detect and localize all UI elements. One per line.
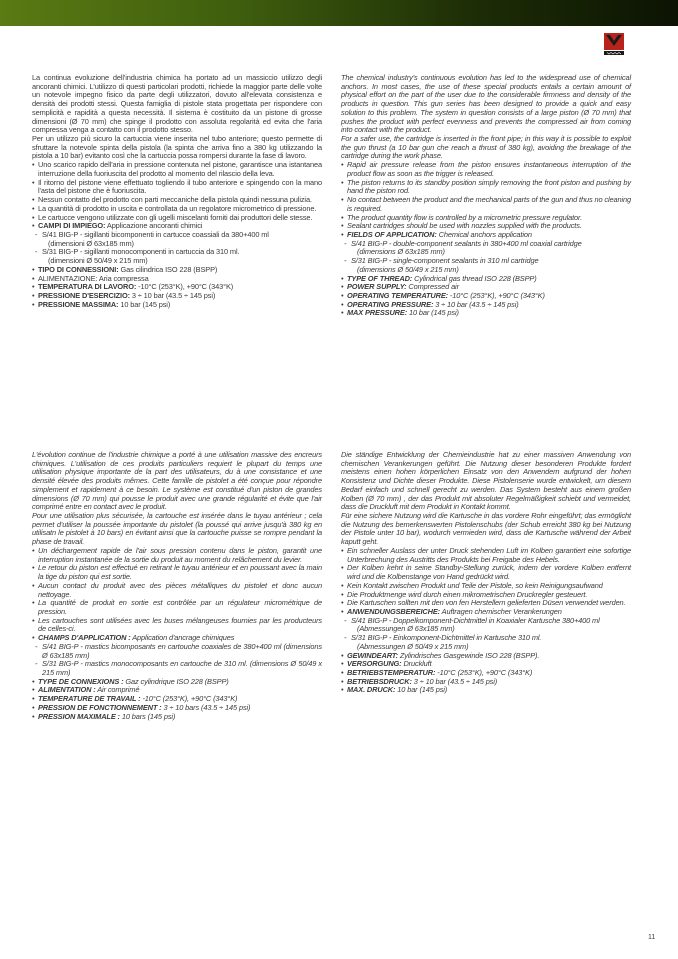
spec-label: PRESSIONE D'ESERCIZIO: <box>38 290 130 300</box>
list-item: • Les cartouches sont utilisées avec les buses mélangeuses fournies par les producteurs de celles-ci. <box>32 617 322 634</box>
spec-dimension: (Abmessungen Ø 63x185 mm) <box>357 624 455 634</box>
italian-section <box>32 74 322 309</box>
paragraph: Per un utilizzo più sicuro la cartuccia viene inserita nel tubo anteriore; questo permette di sfruttare la notevole spinta della pistola (la spinta che arriva fino a 380 kg utilizzando la pistola a 10 bar) evitanto così che la cartuccia possa rompersi durante la fase di lavoro. <box>32 134 322 161</box>
spec-label: TIPO DI CONNESSIONI: <box>38 264 119 274</box>
list-item: • The piston returns to its standby position simply removing the front piston and pushing by hand the piston rod. <box>341 179 631 196</box>
spec-label: BETRIEBSDRUCK: <box>347 676 412 686</box>
spec-value: -10°C (253°K), +90°C (343°K) <box>136 282 234 292</box>
spec-model: - S/41 BIG-P - Doppelkomponent-Dichtmittel in Koaxialer Kartusche 380+400 ml <box>341 617 631 626</box>
paragraph: The chemical industry's continuous evolution has led to the widespread use of chemical anchors. In most cases, the use of these special products entails a certain amount of physical effort on the part of the user due to the considerable firmness and density of the products in question. This gun series has been designed to provide a quick and easy solution to this problem. The system in question consists of a large piston (Ø 70 mm) that pushes the product with perfect evenness and prevents the compressed air from coming into contact with the product. <box>341 73 631 135</box>
feature-list <box>32 547 322 721</box>
spec-max-pressure <box>341 686 631 695</box>
spec-label: OPERATING TEMPERATURE: <box>347 290 448 300</box>
spec-dimension: (dimensioni Ø 63x185 mm) <box>48 238 134 248</box>
spec-supply: • ALIMENTAZIONE: Aria compressa <box>32 275 322 284</box>
feature-list <box>341 547 631 695</box>
spec-dimension: (dimensioni Ø 50/49 x 215 mm) <box>48 256 148 266</box>
paragraph: L'évolution continue de l'industrie chimique a porté à une utilisation massive des encreurs chimiques. L'utilisation de ces produits particuliers requiert le plupart du temps une utilisation physique importante de la part des utilisateurs, du à une consistance et une densité élevée des produits mêmes. Cette famille de pistolet a été conçue pour répondre simplement et rapidement à ce besoin. Le système est constitué d'un piston de grandes dimensions (Ø 70 mm) qui pousse le produit avec une grande régularité et évite que l'air comprimé entre en contact avec le produit. <box>32 450 322 512</box>
list-item: • Der Kolben kehrt in seine Standby-Stellung zurück, indem der vordere Kolben entfernt wird und die Kolbenstange von Hand gedrückt wird. <box>341 564 631 581</box>
spec-label: BETRIEBSTEMPERATUR: <box>347 667 436 677</box>
list-item: • Rapid air pressure release from the piston ensures instantaneous interruption of the product flow as soon as the trigger is released. <box>341 161 631 178</box>
spec-label: TEMPERATURE DE TRAVAIL : <box>38 694 141 704</box>
spec-value: 10 bar (145 psi) <box>407 308 459 318</box>
spec-label: CHAMPS D'APPLICATION : <box>38 633 131 643</box>
spec-model: - S/31 BIG-P - single-component sealants in 310 ml cartridge <box>341 257 631 266</box>
spec-label: PRESSIONE MASSIMA: <box>38 299 119 309</box>
spec-dimension: (Abmessungen Ø 50/49 x 215 mm) <box>357 641 469 651</box>
spec-value: 3 ÷ 10 bars (43.5 ÷ 145 psi) <box>161 702 251 712</box>
spec-label: FIELDS OF APPLICATION: <box>347 229 437 239</box>
spec-value: Gas cilindrica ISO 228 (BSPP) <box>118 264 218 274</box>
spec-value: Chemical anchors application <box>436 229 532 239</box>
list-item: • Kein Kontakt zwischen Produkt und Teile der Pistole, so kein Reinigungsaufwand <box>341 582 631 591</box>
list-item: • Uno scarico rapido dell'aria in pressione contenuta nel pistone, garantisce una istantanea interruzione della fuoriuscita del prodotto al momento del rilascio della leva. <box>32 161 322 178</box>
spec-dimension: (dimensions Ø 50/49 x 215 mm) <box>357 264 459 274</box>
list-item: • Sealant cartridges should be used with nozzles supplied with the products. <box>341 222 631 231</box>
spec-value: Application d'ancrage chimiques <box>130 633 235 643</box>
spec-value: 10 bar (145 psi) <box>118 299 171 309</box>
spec-label: OPERATING PRESSURE: <box>347 299 434 309</box>
spec-model: - S/41 BIG-P - mastics bicomposants en cartouche coaxiales de 380+400 ml (dimensions Ø 63x185 mm) <box>32 643 322 660</box>
spec-value: Compressed air <box>406 282 459 292</box>
list-item: • Die Produktmenge wird durch einen mikrometrischen Druckregler gesteuert. <box>341 591 631 600</box>
feature-list <box>32 161 322 309</box>
spec-label: TEMPERATURA DI LAVORO: <box>38 282 137 292</box>
spec-model: - S/41 BIG-P - sigillanti bicomponenti in cartucce coassiali da 380+400 ml <box>32 231 322 240</box>
header-band <box>0 0 678 26</box>
brand-logo-icon <box>602 30 626 58</box>
spec-label: MAX. DRUCK: <box>347 685 396 695</box>
spec-value: Air comprimé <box>95 685 140 695</box>
page-number: 11 <box>648 934 656 941</box>
list-item: • The product quantity flow is controlled by a micrometric pressure regulator. <box>341 214 631 223</box>
spec-value: 3 ÷ 10 bar (43.5 ÷ 145 psi) <box>411 676 498 686</box>
spec-max-pressure <box>341 309 631 318</box>
list-item: • Le cartucce vengono utilizzate con gli ugelli miscelanti forniti dai produttori delle stesse. <box>32 214 322 223</box>
spec-model: - S/31 BIG-P - mastics monocomposants en cartouche de 310 ml. (dimensions Ø 50/49 x 215 mm) <box>32 660 322 677</box>
spec-value: -10°C (253°K), +90°C (343°K) <box>435 667 533 677</box>
list-item: • Aucun contact du produit avec des pièces métalliques du pistolet et donc aucun nettoyage. <box>32 582 322 599</box>
spec-value: Auftragen chemischer Verankerungen <box>439 606 562 616</box>
english-section <box>341 74 631 318</box>
german-section <box>341 451 631 695</box>
spec-value: 3 ÷ 10 bar (43.5 ÷ 145 psi) <box>433 299 519 309</box>
list-item: • Nessun contatto del prodotto con parti meccaniche della pistola quindi nessuna pulizia. <box>32 196 322 205</box>
spec-label: PRESSION MAXIMALE : <box>38 711 120 721</box>
paragraph: La continua evoluzione dell'industria chimica ha portato ad un massiccio utilizzo degli ancoranti chimici. L'utilizzo di questi particolari prodotti, richiede la maggior parte delle volte un notevole impegno fisico da parte degli utilizzatori, dovuto all'elevata consistenza e densità dei prodotti stessi. Questa famiglia di pistole stata progettata per rispondere con semplicità e rapidità a questa necessità. Il sistema è costituito da un pistone di grosse dimensioni (Ø 70 mm) che spinge il prodotto con assoluta regolarità ed evita che l'aria compressa venga a contatto con il prodotto stesso. <box>32 73 322 135</box>
list-item: • Le retour du piston est effectué en retirant le tuyau antérieur et en poussant avec la main la tige du piston qui est sortie. <box>32 564 322 581</box>
spec-label: TYPE OF THREAD: <box>347 273 413 283</box>
spec-dimension: (dimensions Ø 63x185 mm) <box>357 247 445 257</box>
list-item: • Ein schneller Auslass der unter Druck stehenden Luft im Kolben garantiert eine sofortige Unterbrechung des Austritts des Produkts bei Freigabe des Hebels. <box>341 547 631 564</box>
paragraph: Die ständige Entwicklung der Chemieindustrie hat zu einer massiven Anwendung von chemischen Verankerungen geführt. Die Nutzung dieser besonderen Produkte fordert meistens einen hohen körperlichen Einsatz von den Anwendern aufgrund der hohen Konsistenz und Dichte dieser Produkte. Diese Pistolenserie wurde entwickelt, um diesem Bedarf einfach und schnell gerecht zu werden. Das System besteht aus einem großen Kolben (Ø 70 mm) , der das Produkt mit absoluter Regelmäßigkeit schiebt und vermeidet, dass die Druckluft mit dem Produkt in Kontakt kommt. <box>341 450 631 512</box>
spec-value: -10°C (253°K), +90°C (343°K) <box>140 694 238 704</box>
spec-model: - S/31 BIG-P - sigillanti monocomponenti in cartuccia da 310 ml. <box>32 248 322 257</box>
spec-label: POWER SUPPLY: <box>347 282 407 292</box>
spec-label: TYPE DE CONNEXIONS : <box>38 676 124 686</box>
feature-list <box>341 161 631 318</box>
list-item: • La quantité de produit en sortie est contrôlée par un régulateur micrométrique de pression. <box>32 599 322 616</box>
spec-value: Gaz cylindrique ISO 228 (BSPP) <box>123 676 229 686</box>
spec-label: ALIMENTATION : <box>38 685 96 695</box>
list-item: • Die Kartuschen sollten mit den von fen Herstellern gelieferten Düsen verwendet werden. <box>341 599 631 608</box>
list-item: • Un déchargement rapide de l'air sous pression contenu dans le piston, garantit une interruption instantanée de la sortie du produit au moment du relâchement du levier. <box>32 547 322 564</box>
spec-value: Zylindrisches Gasgewinde ISO 228 (BSPP). <box>397 650 540 660</box>
spec-label: MAX PRESSURE: <box>347 308 408 318</box>
spec-value: 10 bar (145 psi) <box>395 685 448 695</box>
paragraph: For a safer use, the cartridge is inserted in the front pipe; in this way it is possible to exploit the gun thrust (a 10 bar gun che reach a thrust of 380 kg), avoiding the breakage of the cartridge during the work phase. <box>341 134 631 161</box>
list-item: • La quantità di prodotto in uscita e controllata da un regolatore micrometrico di pressione. <box>32 205 322 214</box>
spec-value: 10 bars (145 psi) <box>119 711 176 721</box>
spec-max-pressure <box>32 713 322 722</box>
paragraph: Pour une utilisation plus sécurisée, la cartouche est insérée dans le tuyau antérieur ; cela permet d'utiliser la poussée importante du pistolet (la poussé qui arrive jusqu'à 380 kg en utilisatn le pistolet à 10 bars) en évitant ainsi que la cartouche puisse se rompre pendant la phase de travail. <box>32 511 322 547</box>
paragraph: Für eine sichere Nutzung wird die Kartusche in das vordere Rohr eingeführt; das ermöglicht die Nutzung des bemerkenswerten Pistolenschubs (der Schub erreicht 380 kg bei Nutzung der Pistole unter 10 bar), wodurch vermieden wird, dass die Kartusche während der Arbeit kaputt geht. <box>341 511 631 547</box>
french-section <box>32 451 322 721</box>
spec-value: 3 ÷ 10 bar (43.5 ÷ 145 psi) <box>129 290 216 300</box>
spec-label: PRESSION DE FONCTIONNEMENT : <box>38 702 162 712</box>
list-item: • No contact between the product and the mechanical parts of the gun and thus no cleaning is required. <box>341 196 631 213</box>
spec-label: ANWENDUNGSBEREICHE: <box>347 606 440 616</box>
spec-value: -10°C (253°K), +90°C (343°K) <box>447 290 545 300</box>
spec-value: Druckluft <box>401 659 432 669</box>
spec-label: GEWINDEART: <box>347 650 398 660</box>
spec-max-pressure <box>32 301 322 310</box>
spec-value: Applicazione ancoranti chimici <box>105 221 203 231</box>
spec-value: Cylindrical gas thread ISO 228 (BSPP) <box>412 273 537 283</box>
spec-label: VERSORGUNG: <box>347 659 402 669</box>
spec-model: - S/31 BIG-P - Einkomponent-Dichtmittel in Kartusche 310 ml. <box>341 634 631 643</box>
spec-model: - S/41 BIG-P - double-component sealants in 380+400 ml coaxial cartridge <box>341 240 631 249</box>
spec-label: CAMPI DI IMPIEGO: <box>38 221 106 231</box>
list-item: • Il ritorno del pistone viene effettuato togliendo il tubo anteriore e spingendo con la mano l'asta del pistone che è fuoriuscita. <box>32 179 322 196</box>
